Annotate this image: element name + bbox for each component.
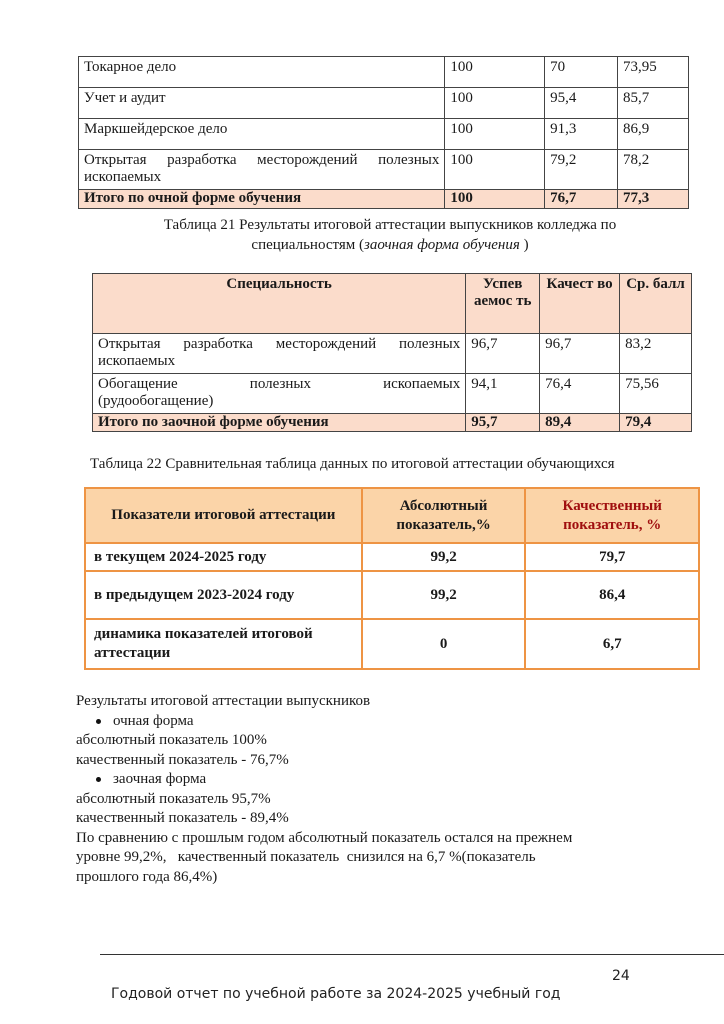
specialty-cell: Открытая разработка месторождений полезных ископаемых <box>79 150 445 190</box>
bullet-item <box>76 770 676 790</box>
summary-line: абсолютный показатель 95,7% <box>76 790 271 807</box>
caption-text: специальностям ( <box>251 237 364 253</box>
total-label: Итого по заочной форме обучения <box>93 414 466 432</box>
bullet-icon <box>96 777 101 782</box>
column-header: Абсолютный показатель,% <box>362 488 526 543</box>
summary-line: уровне 99,2%, качественный показатель снизился на 6,7 %(показатель <box>76 849 536 865</box>
summary-line: По сравнению с прошлым годом абсолютный показатель остался на прежнем <box>76 829 573 846</box>
column-header-quality: Качественный показатель, % <box>525 488 699 543</box>
absolute-value: 0 <box>362 619 526 669</box>
absolute-value: 99,2 <box>362 543 526 571</box>
column-header: Качест во <box>540 274 620 334</box>
table-row <box>79 57 689 88</box>
value-cell: 83,2 <box>620 334 692 374</box>
page-number: 24 <box>612 968 630 984</box>
total-value: 89,4 <box>540 414 620 432</box>
specialty-cell: Маркшейдерское дело <box>79 119 445 150</box>
table21-part-time-results <box>92 273 692 432</box>
bullet-icon <box>96 719 101 724</box>
table21-caption <box>80 215 700 255</box>
summary-text <box>76 692 676 887</box>
value-cell: 96,7 <box>466 334 540 374</box>
specialty-cell: Учет и аудит <box>79 88 445 119</box>
table-row <box>79 119 689 150</box>
table22-caption: Таблица 22 Сравнительная таблица данных по итоговой аттестации обучающихся <box>90 456 615 472</box>
footer-text: Годовой отчет по учебной работе за 2024-2025 учебный год <box>111 986 561 1002</box>
total-value: 76,7 <box>545 190 618 209</box>
summary-title: Результаты итоговой аттестации выпускников <box>76 693 371 709</box>
caption-text: ) <box>519 237 529 253</box>
value-cell: 85,7 <box>618 88 689 119</box>
caption-line: Таблица 21 Результаты итоговой аттестации выпускников колледжа по <box>163 217 617 233</box>
value-cell: 79,2 <box>545 150 618 190</box>
value-cell: 100 <box>445 119 545 150</box>
bullet-label: очная форма <box>113 712 194 729</box>
value-cell: 86,9 <box>618 119 689 150</box>
total-label: Итого по очной форме обучения <box>79 190 445 209</box>
total-value: 77,3 <box>618 190 689 209</box>
table-full-time-results <box>78 56 689 209</box>
total-value: 95,7 <box>466 414 540 432</box>
value-cell: 100 <box>445 150 545 190</box>
quality-value: 86,4 <box>525 571 699 619</box>
specialty-cell <box>93 374 466 414</box>
summary-line: прошлого года 86,4%) <box>76 868 218 885</box>
column-header: Успев аемос ть <box>466 274 540 334</box>
total-row <box>79 190 689 209</box>
specialty-cell: Токарное дело <box>79 57 445 88</box>
table22-comparison <box>84 487 700 670</box>
bullet-label: заочная форма <box>113 771 207 787</box>
value-cell: 70 <box>545 57 618 88</box>
quality-value: 79,7 <box>525 543 699 571</box>
table-row <box>79 88 689 119</box>
header-row <box>93 274 692 334</box>
value-cell: 73,95 <box>618 57 689 88</box>
footer-divider <box>100 954 724 955</box>
bullet-item <box>76 712 676 732</box>
total-value: 100 <box>445 190 545 209</box>
value-cell: 100 <box>445 88 545 119</box>
value-cell: 78,2 <box>618 150 689 190</box>
table-row <box>93 334 692 374</box>
table-row <box>79 150 689 190</box>
caption-italic-text: заочная форма обучения <box>363 237 520 253</box>
value-cell: 94,1 <box>466 374 540 414</box>
column-header: Показатели итоговой аттестации <box>85 488 362 543</box>
caption-line <box>80 235 700 255</box>
value-cell: 100 <box>445 57 545 88</box>
specialty-line: Обогащение полезных ископаемых <box>98 376 461 392</box>
table-row <box>85 543 699 571</box>
row-label: в текущем 2024-2025 году <box>85 543 362 571</box>
total-row <box>93 414 692 432</box>
column-header: Ср. балл <box>620 274 692 334</box>
total-value: 79,4 <box>620 414 692 432</box>
table-row <box>85 571 699 619</box>
table-row <box>93 374 692 414</box>
column-header: Специальность <box>93 274 466 334</box>
summary-line: качественный показатель - 76,7% <box>76 751 289 768</box>
value-cell: 75,56 <box>620 374 692 414</box>
header-row <box>85 488 699 543</box>
value-cell: 96,7 <box>540 334 620 374</box>
quality-value: 6,7 <box>525 619 699 669</box>
specialty-cell: Открытая разработка месторождений полезных ископаемых <box>93 334 466 374</box>
value-cell: 95,4 <box>545 88 618 119</box>
value-cell: 91,3 <box>545 119 618 150</box>
row-label: в предыдущем 2023-2024 году <box>85 571 362 619</box>
specialty-line: (рудообогащение) <box>98 393 214 409</box>
absolute-value: 99,2 <box>362 571 526 619</box>
summary-line: абсолютный показатель 100% <box>76 732 267 748</box>
row-label: динамика показателей итоговой аттестации <box>85 619 362 669</box>
table-row <box>85 619 699 669</box>
summary-line: качественный показатель - 89,4% <box>76 810 289 826</box>
value-cell: 76,4 <box>540 374 620 414</box>
